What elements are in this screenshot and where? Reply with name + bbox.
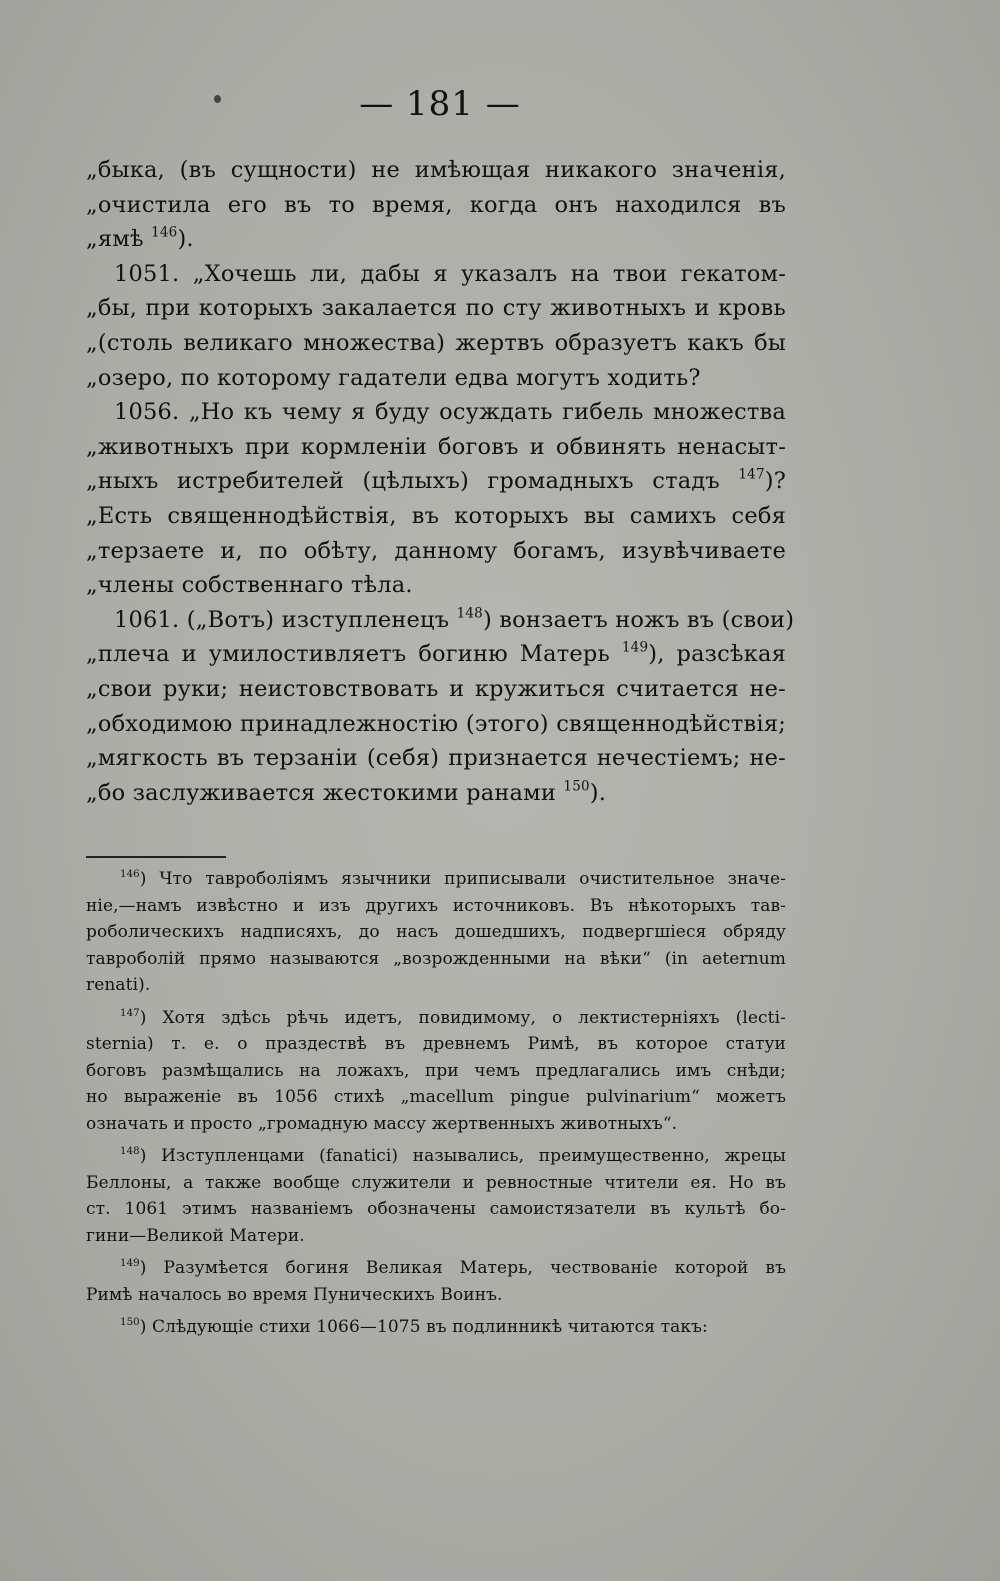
line-text-continued: ) Разумѣется богиня Великая Матерь, чествованіе которой въ xyxy=(139,1258,786,1278)
line-text: означать и просто „громадную массу жертвенныхъ животныхъ“. xyxy=(86,1113,678,1134)
footnote-reference: 149 xyxy=(120,1257,140,1269)
line-text: „озеро, по которому гадатели едва могутъ ходить? xyxy=(86,364,701,391)
footnote-line xyxy=(86,1111,786,1138)
line-text-continued: ). xyxy=(589,779,607,806)
line-text: „члены собственнаго тѣла. xyxy=(86,572,413,599)
footnote-reference: 150 xyxy=(120,1316,140,1328)
text-line xyxy=(86,188,786,223)
line-text-continued: )? xyxy=(764,468,786,495)
line-text: боговъ размѣщались на ложахъ, при чемъ предлагались имъ снѣди; xyxy=(86,1060,786,1081)
footnote-reference: 148 xyxy=(120,1145,140,1157)
line-text: „ныхъ истребителей (цѣлыхъ) громадныхъ стадъ xyxy=(86,468,739,495)
footnote-line xyxy=(86,1282,786,1309)
footnote-line xyxy=(86,1196,786,1223)
footnote-line xyxy=(86,1170,786,1197)
footnote-line xyxy=(86,972,786,999)
line-text: renati). xyxy=(86,975,151,995)
footnote-line xyxy=(86,1031,786,1058)
footnote-line xyxy=(86,946,786,973)
line-text: „очистила его въ то время, когда онъ находился въ xyxy=(86,191,786,218)
line-text: 1051. „Хочешь ли, дабы я указалъ на твои гекатом- xyxy=(114,260,786,287)
footnote-line xyxy=(86,1143,786,1170)
text-line xyxy=(86,257,786,292)
line-text-continued: ), разсѣкая xyxy=(648,641,786,668)
text-line xyxy=(86,361,786,396)
footnote-reference: 147 xyxy=(738,466,765,483)
footnote-line xyxy=(86,1005,786,1032)
main-text-block xyxy=(86,153,795,810)
page-number: — 181 — xyxy=(359,84,521,124)
line-text: ст. 1061 этимъ названіемъ обозначены самоистязатели въ культѣ бо- xyxy=(86,1199,786,1219)
footnote-line xyxy=(86,1314,786,1341)
text-line xyxy=(86,776,786,811)
text-line xyxy=(86,603,795,638)
footnote-separator xyxy=(86,856,226,858)
line-text-continued: ) Слѣдующіе стихи 1066—1075 въ подлинникѣ читаются такъ: xyxy=(139,1317,708,1337)
line-text: „свои руки; неистовствовать и кружиться считается не- xyxy=(86,675,786,702)
line-text: „быка, (въ сущности) не имѣющая никакого значенія, xyxy=(86,157,786,183)
line-text: „бы, при которыхъ закалается по сту животныхъ и кровь xyxy=(86,295,786,322)
line-text: Римѣ началось во время Пуническихъ Воинъ. xyxy=(86,1284,503,1305)
text-line xyxy=(86,430,786,465)
line-text: роболическихъ надписяхъ, до насъ дошедшихъ, подвергшіеся обряду xyxy=(86,922,786,942)
line-text: гини—Великой Матери. xyxy=(86,1225,305,1246)
text-line xyxy=(86,637,786,672)
line-text: Беллоны, а также вообще служители и ревностные чтители ея. Но въ xyxy=(86,1172,786,1193)
line-text: „терзаете и, по обѣту, данному богамъ, изувѣчиваете xyxy=(86,537,786,564)
line-text: „(столь великаго множества) жертвъ образуетъ какъ бы xyxy=(86,329,786,356)
footnote-line xyxy=(86,1255,786,1282)
text-line xyxy=(86,707,786,742)
text-line xyxy=(86,568,786,603)
line-text: „мягкость въ терзаніи (себя) признается нечестіемъ; не- xyxy=(86,745,786,772)
line-text: 1056. „Но къ чему я буду осуждать гибель множества xyxy=(114,399,786,426)
line-text: „обходимою принадлежностію (этого) священнодѣйствія; xyxy=(86,710,786,737)
line-text: но выраженіе въ 1056 стихѣ „macellum pingue pulvinarium“ можетъ xyxy=(86,1087,786,1107)
line-text: „бо заслуживается жестокими ранами xyxy=(86,779,564,806)
line-text-continued: ) Хотя здѣсь рѣчь идетъ, повидимому, о лектистерніяхъ (lecti- xyxy=(139,1007,786,1028)
footnote-reference: 146 xyxy=(151,224,178,241)
footnote-line xyxy=(86,893,786,920)
line-text-continued: ) Изступленцами (fanatici) назывались, преимущественно, жрецы xyxy=(139,1146,786,1166)
footnote-reference: 148 xyxy=(456,605,483,622)
footnote-line xyxy=(86,1223,786,1250)
line-text: „плеча и умилостивляетъ богиню Матерь xyxy=(86,641,622,668)
footnote-reference: 149 xyxy=(621,639,649,656)
text-line xyxy=(86,291,786,326)
footnote-line xyxy=(86,1058,786,1085)
text-line xyxy=(86,395,786,430)
footnote-line xyxy=(86,1084,786,1111)
line-text: „Есть священнодѣйствія, въ которыхъ вы самихъ себя xyxy=(86,502,786,529)
line-text: ніе,—намъ извѣстно и изъ другихъ источниковъ. Въ нѣкоторыхъ тав- xyxy=(86,895,786,916)
text-line xyxy=(86,222,786,257)
line-text-continued: ) Что тавроболіямъ язычники приписывали очистительное значе- xyxy=(139,869,786,889)
line-text: тавроболій прямо называются „возрожденными на вѣки“ (in aeternum xyxy=(86,948,786,969)
footnote-line xyxy=(86,919,786,946)
text-line xyxy=(86,534,786,569)
text-line xyxy=(86,499,786,534)
footnote-reference: 146 xyxy=(120,868,140,880)
line-text: „животныхъ при кормленіи боговъ и обвинять ненасыт- xyxy=(86,433,786,460)
line-text: „ямѣ xyxy=(86,226,152,253)
text-line xyxy=(86,326,786,361)
footnotes-block xyxy=(86,866,786,1341)
line-text-continued: ). xyxy=(177,226,194,253)
footnote-line xyxy=(86,866,786,893)
line-text: sternia) т. е. о праздествѣ въ древнемъ Римѣ, въ которое статуи xyxy=(86,1034,786,1054)
text-line xyxy=(86,464,786,499)
footnote-reference: 147 xyxy=(120,1007,140,1019)
text-line xyxy=(86,672,786,707)
line-text-continued: ) вонзаетъ ножъ въ (свои) xyxy=(482,606,795,633)
text-line xyxy=(86,741,786,776)
footnote-reference: 150 xyxy=(563,778,590,795)
line-text: 1061. („Вотъ) изступленецъ xyxy=(114,606,457,633)
text-line xyxy=(86,153,786,188)
